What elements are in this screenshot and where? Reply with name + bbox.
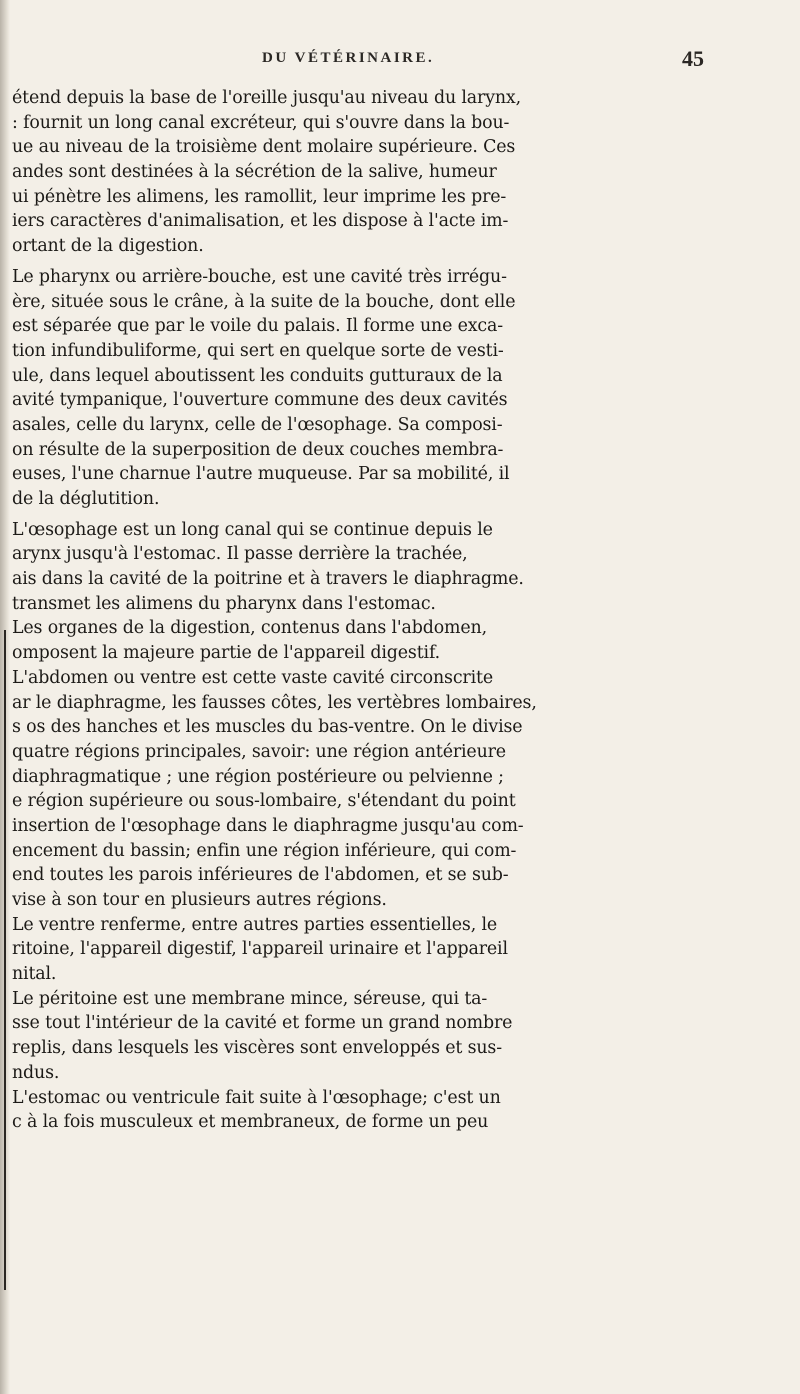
text-line: ritoine, l'appareil digestif, l'appareil urinaire et l'appareil: [12, 939, 508, 960]
text-line: Les organes de la digestion, contenus dans l'abdomen,: [12, 618, 487, 639]
text-line: L'œsophage est un long canal qui se continue depuis le: [12, 519, 493, 540]
text-line: asales, celle du larynx, celle de l'œsophage. Sa composi-: [12, 414, 503, 435]
paragraph-oesophagus: [12, 518, 772, 617]
text-line: ui pénètre les alimens, les ramollit, leur imprime les pre-: [12, 186, 507, 207]
text-line: quatre régions principales, savoir: une région antérieure: [12, 741, 506, 762]
text-line: transmet les alimens du pharynx dans l'estomac.: [12, 593, 436, 614]
margin-rule: [4, 630, 6, 1290]
text-line: de la déglutition.: [12, 489, 160, 509]
text-line: insertion de l'œsophage dans le diaphragme jusqu'au com-: [12, 815, 524, 836]
text-line: diaphragmatique ; une région postérieure ou pelvienne ;: [12, 766, 504, 787]
paragraph-salivary-glands: [12, 86, 772, 259]
text-line: : fournit un long canal excréteur, qui s'ouvre dans la bou-: [12, 112, 510, 133]
text-line: avité tympanique, l'ouverture commune des deux cavités: [12, 390, 508, 411]
text-line: étend depuis la base de l'oreille jusqu'au niveau du larynx,: [12, 88, 521, 108]
text-line: on résulte de la superposition de deux couches membra-: [12, 439, 504, 460]
text-line: omposent la majeure partie de l'appareil digestif.: [12, 643, 441, 664]
paragraph-abdomen: [12, 666, 772, 913]
text-line: ue au niveau de la troisième dent molaire supérieure. Ces: [12, 137, 516, 158]
text-line: ortant de la digestion.: [12, 236, 204, 257]
page-number: 45: [682, 46, 704, 71]
text-line: Le pharynx ou arrière-bouche, est une cavité très irrégu-: [12, 266, 507, 287]
text-line: Le péritoine est une membrane mince, séreuse, qui ta-: [12, 988, 488, 1009]
text-line: end toutes les parois inférieures de l'abdomen, et se sub-: [12, 865, 509, 886]
text-line: s os des hanches et les muscles du bas-ventre. On le divise: [12, 717, 523, 738]
text-line: ule, dans lequel aboutissent les conduits gutturaux de la: [12, 365, 503, 386]
paragraph-estomac: [12, 1086, 772, 1135]
text-line: e région supérieure ou sous-lombaire, s'étendant du point: [12, 791, 516, 812]
text-line: Le ventre renferme, entre autres parties essentielles, le: [12, 914, 498, 935]
paragraph-peritoine: [12, 987, 772, 1086]
text-line: ar le diaphragme, les fausses côtes, les vertèbres lombaires,: [12, 692, 537, 713]
paragraph-ventre: [12, 913, 772, 987]
body-text: [12, 86, 772, 1135]
text-line: arynx jusqu'à l'estomac. Il passe derrière la trachée,: [12, 544, 468, 565]
text-line: vise à son tour en plusieurs autres régions.: [12, 890, 387, 910]
text-line: ais dans la cavité de la poitrine et à travers le diaphragme.: [12, 569, 524, 590]
text-line: encement du bassin; enfin une région inférieure, qui com-: [12, 840, 517, 861]
text-line: nital.: [12, 964, 57, 985]
text-line: L'estomac ou ventricule fait suite à l'œsophage; c'est un: [12, 1087, 501, 1108]
text-line: ndus.: [12, 1062, 60, 1083]
text-line: est séparée que par le voile du palais. Il forme une exca-: [12, 316, 503, 337]
text-line: sse tout l'intérieur de la cavité et forme un grand nombre: [12, 1013, 513, 1034]
text-line: euses, l'une charnue l'autre muqueuse. Par sa mobilité, il: [12, 464, 510, 485]
paragraph-pharynx: [12, 265, 772, 512]
text-line: andes sont destinées à la sécrétion de la salive, humeur: [12, 162, 497, 183]
text-line: c à la fois musculeux et membraneux, de forme un peu: [12, 1112, 489, 1133]
text-line: replis, dans lesquels les viscères sont enveloppés et sus-: [12, 1038, 502, 1059]
text-line: iers caractères d'animalisation, et les dispose à l'acte im-: [12, 211, 509, 232]
text-line: L'abdomen ou ventre est cette vaste cavité circonscrite: [12, 667, 493, 688]
running-title: DU VÉTÉRINAIRE.: [262, 50, 435, 66]
page-header: [0, 46, 800, 76]
paragraph-digestive-organs: [12, 616, 772, 665]
text-line: tion infundibuliforme, qui sert en quelque sorte de vesti-: [12, 340, 504, 361]
text-line: ère, située sous le crâne, à la suite de la bouche, dont elle: [12, 291, 516, 312]
